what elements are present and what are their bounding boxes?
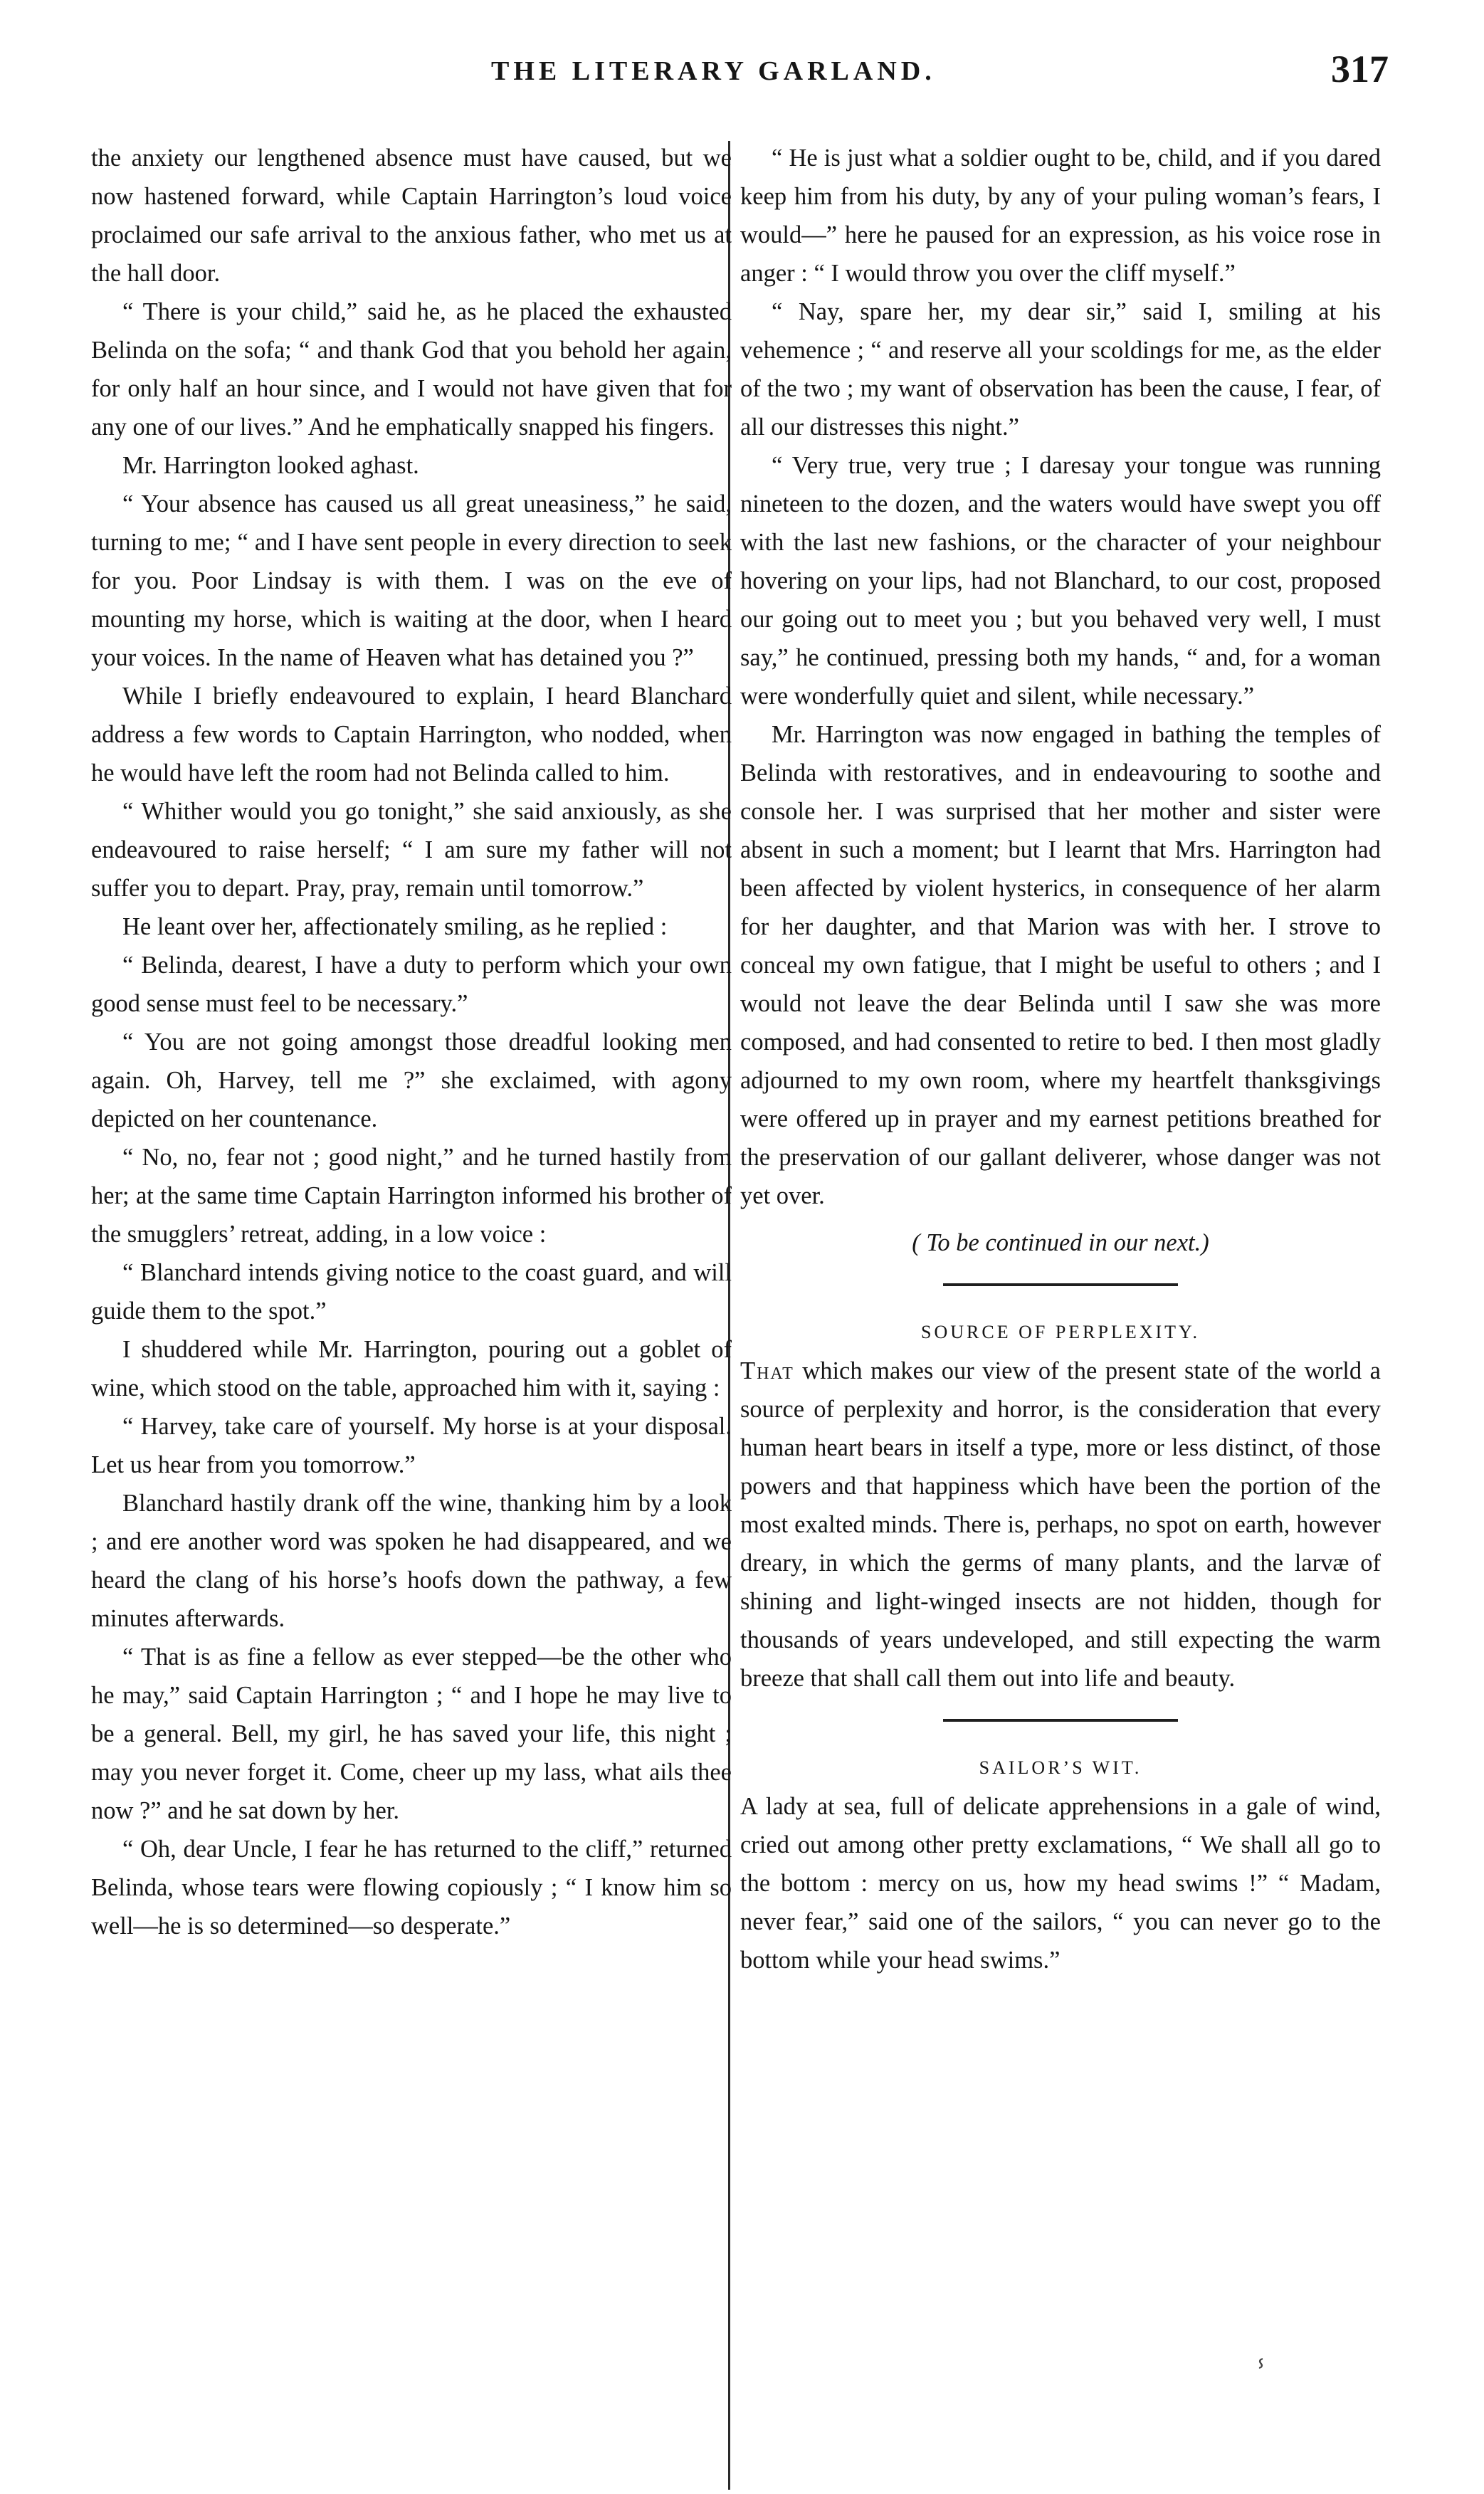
section-rule [943,1283,1178,1286]
paragraph: “ Blanchard intends giving notice to the coast guard, and will guide them to the spot.” [91,1259,732,1325]
article-body: which makes our view of the present state of the world a source of perplexity and horror, is the consideration that every human heart bears in itself a type, more or less distinct, of those powers and that happiness which have been the portion of the most exalted minds. There is, perhaps, no spot on earth, however dreary, in which the germs of many plants, and the larvæ of shining and light-winged insects are not hidden, though for thousands of years undeveloped, and still expecting the warm breeze that shall call them out into life and beauty. [740,1357,1381,1692]
paragraph: “ Whither would you go tonight,” she said anxiously, as she endeavoured to raise herself; “ I am sure my father will not suffer you to depart. Pray, pray, remain until tomorrow.” [91,798,732,902]
section-title-sailors-wit: SAILOR’S WIT. [979,1757,1142,1778]
paragraph: “ That is as fine a fellow as ever stepped—be the other who he may,” said Captain Harrington ; “ and I hope he may live to be a general. Bell, my girl, he has saved your life, this night ; may you never forget it. Come, cheer up my lass, what ails thee now ?” and he sat down by her. [91,1643,732,1824]
article-source-of-perplexity [740,1352,1381,1698]
paragraph: “ Nay, spare her, my dear sir,” said I, smiling at his vehemence ; “ and reserve all your scoldings for me, as the elder of the two ; my want of observation has been the cause, I fear, of all our distresses this night.” [740,298,1381,441]
paragraph: While I briefly endeavoured to explain, I heard Blanchard address a few words to Captain Harrington, who nodded, when he would have left the room had not Belinda called to him. [91,683,732,786]
paragraph: Blanchard hastily drank off the wine, thanking him by a look ; and ere another word was spoken he had disappeared, and we heard the clang of his horse’s hoofs down the pathway, a few minutes afterwards. [91,1490,732,1632]
paragraph: “ Your absence has caused us all great uneasiness,” he said, turning to me; “ and I have sent people in every direction to seek for you. Poor Lindsay is with them. I was on the eve of mounting my horse, which is waiting at the door, when I heard your voices. In the name of Heaven what has detained you ?” [91,490,732,671]
section-rule [943,1719,1178,1722]
running-title: THE LITERARY GARLAND. [491,56,936,86]
paragraph: “ Very true, very true ; I daresay your tongue was running nineteen to the dozen, and the waters would have swept you off with the last new fashions, or the character of your neighbour hovering on your lips, had not Blanchard, to our cost, proposed our going out to meet you ; but you behaved very well, I must say,” he continued, pressing both my hands, “ and, for a woman were wonderfully quiet and silent, while necessary.” [740,452,1381,710]
paragraph: I shuddered while Mr. Harrington, pouring out a goblet of wine, which stood on the table, approached him with it, saying : [91,1336,732,1401]
page-number: 317 [1331,48,1389,90]
paragraph: “ Harvey, take care of yourself. My horse is at your disposal. Let us hear from you tomorrow.” [91,1413,732,1478]
paragraph: “ He is just what a soldier ought to be, child, and if you dared keep him from his duty, by any of your puling woman’s fears, I would—” here he paused for an expression, as his voice rose in anger : “ I would throw you over the cliff myself.” [740,144,1381,287]
ink-mark: ⸯ [1253,2361,1270,2393]
section-title-perplexity: SOURCE OF PERPLEXITY. [921,1322,1200,1342]
paragraph: Mr. Harrington was now engaged in bathing the temples of Belinda with restoratives, and in endeavouring to soothe and console her. I was surprised that her mother and sister were absent in such a moment; but I learnt that Mrs. Harrington had been affected by violent hysterics, in consequence of her alarm for her daughter, and that Marion was with her. I strove to conceal my own fatigue, that I might be useful to others ; and I would not leave the dear Belinda until I saw she was more composed, and had consented to retire to bed. I then most gladly adjourned to my own room, where my heartfelt thanksgivings were offered up in prayer and my earnest petitions breathed for the preservation of our gallant deliverer, whose danger was not yet over. [740,721,1381,1209]
paragraph: “ Belinda, dearest, I have a duty to perform which your own good sense must feel to be necessary.” [91,952,732,1017]
right-column [740,139,1381,1979]
paragraph: the anxiety our lengthened absence must have caused, but we now hastened forward, while Captain Harrington’s loud voice proclaimed our safe arrival to the anxious father, who met us at the hall door. [91,144,732,287]
paragraph: “ Oh, dear Uncle, I fear he has returned to the cliff,” returned Belinda, whose tears were flowing copiously ; “ I know him so well—he is so determined—so desperate.” [91,1836,732,1940]
paragraph: “ You are not going amongst those dreadful looking men again. Oh, Harvey, tell me ?” she exclaimed, with agony depicted on her countenance. [91,1028,732,1132]
continued-note: ( To be continued in our next.) [912,1229,1209,1256]
paragraph: Mr. Harrington looked aghast. [122,452,419,479]
left-column [91,139,732,1945]
paragraph: He leant over her, affectionately smiling, as he replied : [122,913,668,940]
paragraph: “ No, no, fear not ; good night,” and he turned hastily from her; at the same time Captain Harrington informed his brother of the smugglers’ retreat, adding, in a low voice : [91,1144,732,1248]
paragraph: “ There is your child,” said he, as he placed the exhausted Belinda on the sofa; “ and thank God that you behold her again, for only half an hour since, and I would not have given that for any one of our lives.” And he emphatically snapped his fingers. [91,298,732,441]
lead-word: That [740,1357,794,1384]
article-sailors-wit: A lady at sea, full of delicate apprehensions in a gale of wind, cried out among other pretty exclamations, “ We shall all go to the bottom : mercy on us, how my head swims !” “ Madam, never fear,” said one of the sailors, “ you can never go to the bottom while your head swims.” [740,1793,1381,1974]
